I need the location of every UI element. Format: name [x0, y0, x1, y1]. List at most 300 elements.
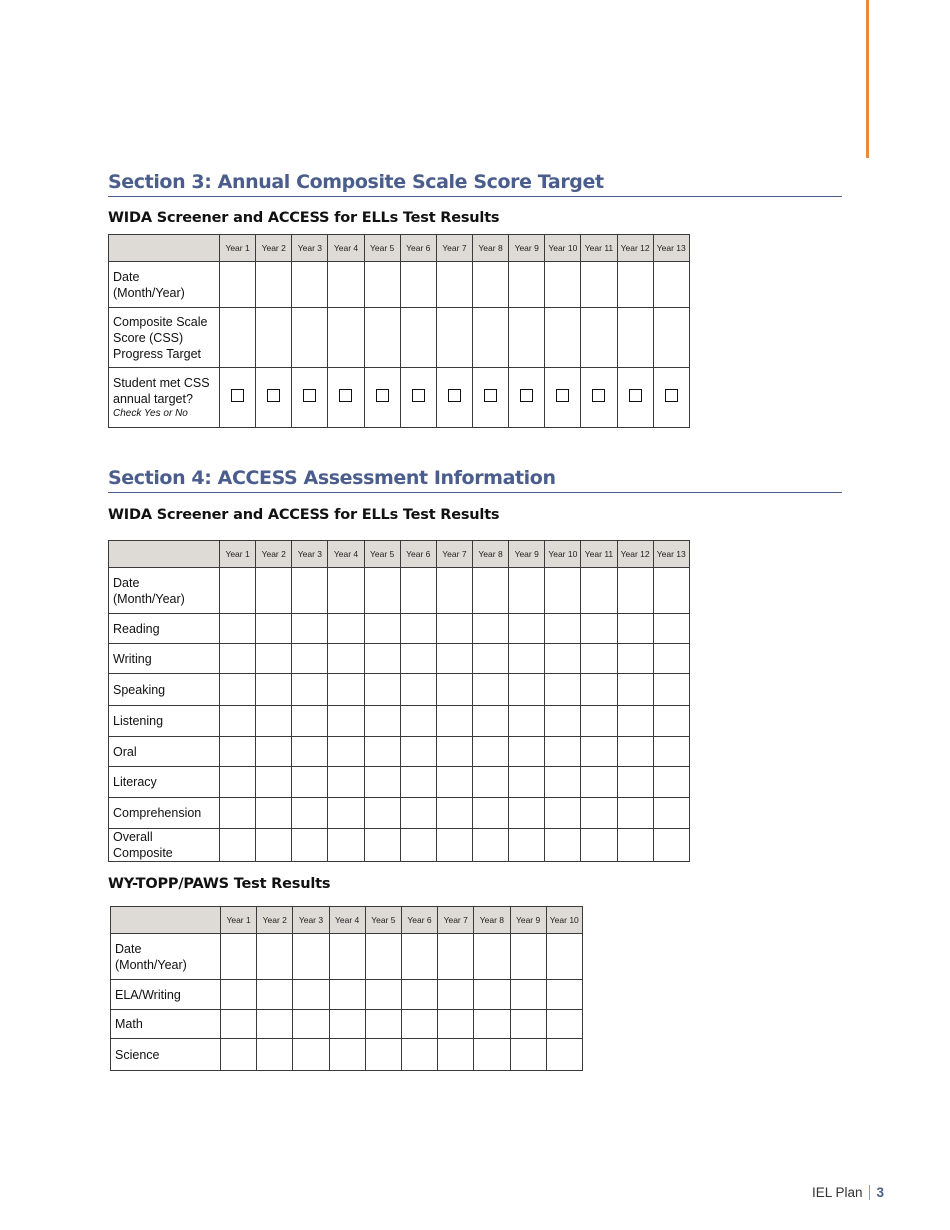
entry-cell[interactable]: [220, 644, 256, 674]
entry-cell[interactable]: [365, 980, 401, 1010]
entry-cell[interactable]: [474, 934, 510, 980]
entry-cell[interactable]: [292, 829, 328, 862]
row-label-line: Progress Target: [113, 346, 202, 361]
entry-cell[interactable]: [364, 767, 400, 798]
entry-cell[interactable]: [364, 674, 400, 706]
entry-cell[interactable]: [365, 1039, 401, 1071]
entry-cell[interactable]: [653, 798, 689, 829]
yes-no-checkbox[interactable]: [520, 389, 533, 402]
entry-cell[interactable]: [328, 568, 364, 614]
entry-cell[interactable]: [292, 737, 328, 767]
row-label-line: Science: [115, 1047, 160, 1062]
year-header: Year 9: [510, 907, 546, 934]
footer-label: IEL Plan: [811, 1185, 863, 1200]
entry-cell[interactable]: [328, 644, 364, 674]
entry-cell[interactable]: [545, 614, 581, 644]
entry-cell[interactable]: [329, 934, 365, 980]
entry-cell[interactable]: [400, 829, 436, 862]
entry-cell[interactable]: [400, 706, 436, 737]
entry-cell[interactable]: [545, 798, 581, 829]
checkbox-cell: [436, 368, 472, 428]
entry-cell[interactable]: [581, 568, 617, 614]
year-header: Year 9: [509, 235, 545, 262]
row-label: [109, 674, 220, 706]
checkbox-cell: [256, 368, 292, 428]
entry-cell[interactable]: [364, 614, 400, 644]
entry-cell[interactable]: [400, 644, 436, 674]
year-header: Year 1: [220, 541, 256, 568]
entry-cell[interactable]: [401, 1039, 437, 1071]
yes-no-checkbox[interactable]: [339, 389, 352, 402]
entry-cell[interactable]: [509, 706, 545, 737]
year-header: Year 5: [364, 235, 400, 262]
checkbox-cell: [220, 368, 256, 428]
entry-cell[interactable]: [257, 1039, 293, 1071]
table-row: [109, 368, 690, 428]
year-header: Year 11: [581, 235, 617, 262]
entry-cell[interactable]: [653, 614, 689, 644]
row-label-line: Math: [115, 1017, 143, 1031]
checkbox-cell: [292, 368, 328, 428]
yes-no-checkbox[interactable]: [484, 389, 497, 402]
row-label: [109, 308, 220, 368]
year-header: Year 4: [328, 235, 364, 262]
entry-cell[interactable]: [436, 644, 472, 674]
year-header: Year 7: [438, 907, 474, 934]
entry-cell[interactable]: [436, 706, 472, 737]
entry-cell[interactable]: [401, 934, 437, 980]
entry-cell[interactable]: [436, 674, 472, 706]
entry-cell[interactable]: [328, 767, 364, 798]
entry-cell[interactable]: [617, 706, 653, 737]
entry-cell[interactable]: [436, 614, 472, 644]
year-header: Year 2: [257, 907, 293, 934]
entry-cell[interactable]: [438, 934, 474, 980]
entry-cell[interactable]: [401, 980, 437, 1010]
row-label-line: Overall Composite: [113, 830, 173, 860]
entry-cell[interactable]: [256, 829, 292, 862]
row-label-line: Oral: [113, 744, 137, 759]
year-header: Year 10: [546, 907, 582, 934]
entry-cell[interactable]: [256, 614, 292, 644]
yes-no-checkbox[interactable]: [231, 389, 244, 402]
table-row: [109, 308, 690, 368]
row-label: [109, 798, 220, 829]
entry-cell[interactable]: [328, 829, 364, 862]
year-header: Year 3: [292, 235, 328, 262]
row-label-line: Comprehension: [113, 806, 202, 820]
entry-cell[interactable]: [545, 829, 581, 862]
entry-cell[interactable]: [292, 706, 328, 737]
table-row: [109, 767, 690, 798]
entry-cell[interactable]: [510, 1010, 546, 1039]
year-header: Year 3: [293, 907, 329, 934]
entry-cell[interactable]: [509, 308, 545, 368]
entry-cell[interactable]: [472, 614, 508, 644]
entry-cell[interactable]: [581, 614, 617, 644]
row-label-line: (Month/Year): [115, 957, 187, 972]
entry-cell[interactable]: [292, 674, 328, 706]
entry-cell[interactable]: [365, 934, 401, 980]
entry-cell[interactable]: [256, 737, 292, 767]
table-row: [111, 1010, 583, 1039]
row-label: [109, 614, 220, 644]
entry-cell[interactable]: [436, 767, 472, 798]
entry-cell[interactable]: [581, 308, 617, 368]
entry-cell[interactable]: [364, 262, 400, 308]
header-corner: [109, 235, 220, 262]
entry-cell[interactable]: [220, 706, 256, 737]
table-row: [111, 934, 583, 980]
footer: [812, 1185, 884, 1200]
section3-title: Section 3: Annual Composite Scale Score Target: [108, 171, 842, 197]
entry-cell[interactable]: [472, 674, 508, 706]
entry-cell[interactable]: [617, 262, 653, 308]
entry-cell[interactable]: [472, 829, 508, 862]
entry-cell[interactable]: [545, 262, 581, 308]
page-number: 3: [876, 1185, 884, 1200]
entry-cell[interactable]: [292, 644, 328, 674]
entry-cell[interactable]: [328, 674, 364, 706]
entry-cell[interactable]: [436, 737, 472, 767]
checkbox-cell: [617, 368, 653, 428]
entry-cell[interactable]: [653, 262, 689, 308]
entry-cell[interactable]: [220, 568, 256, 614]
entry-cell[interactable]: [617, 674, 653, 706]
row-label-line: Listening: [113, 714, 164, 728]
entry-cell[interactable]: [328, 737, 364, 767]
entry-cell[interactable]: [474, 1010, 510, 1039]
yes-no-checkbox[interactable]: [448, 389, 461, 402]
entry-cell[interactable]: [546, 934, 582, 980]
entry-cell[interactable]: [510, 934, 546, 980]
checkbox-cell: [581, 368, 617, 428]
entry-cell[interactable]: [364, 308, 400, 368]
row-label-line: Reading: [113, 621, 160, 636]
entry-cell[interactable]: [220, 614, 256, 644]
entry-cell[interactable]: [581, 829, 617, 862]
entry-cell[interactable]: [581, 674, 617, 706]
yes-no-checkbox[interactable]: [303, 389, 316, 402]
entry-cell[interactable]: [292, 767, 328, 798]
yes-no-checkbox[interactable]: [412, 389, 425, 402]
entry-cell[interactable]: [292, 798, 328, 829]
entry-cell[interactable]: [509, 568, 545, 614]
entry-cell[interactable]: [364, 829, 400, 862]
yes-no-checkbox[interactable]: [665, 389, 678, 402]
section4-table: [108, 540, 690, 862]
year-header: Year 4: [329, 907, 365, 934]
entry-cell[interactable]: [474, 1039, 510, 1071]
row-label-line: Student met CSS: [113, 376, 210, 390]
entry-cell[interactable]: [581, 798, 617, 829]
entry-cell[interactable]: [472, 308, 508, 368]
checkbox-cell: [472, 368, 508, 428]
entry-cell[interactable]: [509, 644, 545, 674]
section3-subtitle: WIDA Screener and ACCESS for ELLs Test Results: [108, 210, 500, 226]
entry-cell[interactable]: [328, 614, 364, 644]
year-header: Year 6: [401, 907, 437, 934]
table-row: [109, 798, 690, 829]
entry-cell[interactable]: [581, 644, 617, 674]
entry-cell[interactable]: [256, 262, 292, 308]
entry-cell[interactable]: [545, 308, 581, 368]
entry-cell[interactable]: [364, 737, 400, 767]
row-label-line: Date: [113, 575, 140, 590]
wytopp-table: [110, 906, 583, 1071]
entry-cell[interactable]: [617, 767, 653, 798]
entry-cell[interactable]: [220, 798, 256, 829]
entry-cell[interactable]: [328, 308, 364, 368]
entry-cell[interactable]: [328, 706, 364, 737]
entry-cell[interactable]: [400, 798, 436, 829]
entry-cell[interactable]: [256, 644, 292, 674]
row-label: [109, 644, 220, 674]
entry-cell[interactable]: [257, 980, 293, 1010]
checkbox-cell: [545, 368, 581, 428]
entry-cell[interactable]: [472, 568, 508, 614]
year-header: Year 10: [545, 541, 581, 568]
row-label: [111, 1039, 221, 1071]
entry-cell[interactable]: [510, 1039, 546, 1071]
year-header: Year 7: [436, 235, 472, 262]
entry-cell[interactable]: [546, 980, 582, 1010]
row-label-line: (Month/Year): [113, 285, 185, 300]
row-label: [109, 706, 220, 737]
row-label: [109, 829, 220, 862]
row-label-line: ELA/Writing: [115, 987, 181, 1002]
entry-cell[interactable]: [617, 644, 653, 674]
year-header: Year 11: [581, 541, 617, 568]
entry-cell[interactable]: [472, 706, 508, 737]
entry-cell[interactable]: [400, 262, 436, 308]
table-row: [109, 262, 690, 308]
entry-cell[interactable]: [653, 737, 689, 767]
entry-cell[interactable]: [436, 262, 472, 308]
section4-title: Section 4: ACCESS Assessment Information: [108, 467, 842, 493]
row-label: [109, 568, 220, 614]
entry-cell[interactable]: [257, 934, 293, 980]
entry-cell[interactable]: [220, 262, 256, 308]
entry-cell[interactable]: [400, 568, 436, 614]
entry-cell[interactable]: [546, 1039, 582, 1071]
entry-cell[interactable]: [438, 1010, 474, 1039]
entry-cell[interactable]: [653, 706, 689, 737]
row-label-line: Speaking: [113, 682, 166, 697]
entry-cell[interactable]: [509, 829, 545, 862]
entry-cell[interactable]: [436, 308, 472, 368]
yes-no-checkbox[interactable]: [376, 389, 389, 402]
header-corner: [111, 907, 221, 934]
entry-cell[interactable]: [329, 1039, 365, 1071]
entry-cell[interactable]: [581, 737, 617, 767]
entry-cell[interactable]: [472, 262, 508, 308]
year-header: Year 7: [436, 541, 472, 568]
entry-cell[interactable]: [329, 980, 365, 1010]
entry-cell[interactable]: [545, 568, 581, 614]
year-header: Year 10: [545, 235, 581, 262]
entry-cell[interactable]: [256, 674, 292, 706]
yes-no-checkbox[interactable]: [629, 389, 642, 402]
checkbox-cell: [509, 368, 545, 428]
entry-cell[interactable]: [221, 1010, 257, 1039]
entry-cell[interactable]: [472, 798, 508, 829]
entry-cell[interactable]: [220, 737, 256, 767]
entry-cell[interactable]: [256, 767, 292, 798]
entry-cell[interactable]: [509, 614, 545, 644]
year-header: Year 6: [400, 541, 436, 568]
entry-cell[interactable]: [328, 798, 364, 829]
year-header: Year 12: [617, 541, 653, 568]
entry-cell[interactable]: [328, 262, 364, 308]
yes-no-checkbox[interactable]: [592, 389, 605, 402]
entry-cell[interactable]: [581, 706, 617, 737]
entry-cell[interactable]: [256, 706, 292, 737]
row-label-line: (Month/Year): [113, 591, 185, 606]
entry-cell[interactable]: [220, 674, 256, 706]
entry-cell[interactable]: [292, 308, 328, 368]
entry-cell[interactable]: [293, 1010, 329, 1039]
entry-cell[interactable]: [617, 798, 653, 829]
year-header: Year 1: [221, 907, 257, 934]
entry-cell[interactable]: [400, 308, 436, 368]
entry-cell[interactable]: [545, 737, 581, 767]
entry-cell[interactable]: [293, 934, 329, 980]
entry-cell[interactable]: [364, 568, 400, 614]
entry-cell[interactable]: [220, 829, 256, 862]
entry-cell[interactable]: [256, 568, 292, 614]
checkbox-cell: [364, 368, 400, 428]
table-row: [111, 980, 583, 1010]
entry-cell[interactable]: [365, 1010, 401, 1039]
entry-cell[interactable]: [545, 706, 581, 737]
row-label-line: annual target?: [113, 392, 193, 406]
entry-cell[interactable]: [509, 262, 545, 308]
entry-cell[interactable]: [546, 1010, 582, 1039]
entry-cell[interactable]: [438, 1039, 474, 1071]
table-row: [109, 568, 690, 614]
entry-cell[interactable]: [292, 568, 328, 614]
entry-cell[interactable]: [653, 767, 689, 798]
row-label: [111, 1010, 221, 1039]
entry-cell[interactable]: [653, 568, 689, 614]
entry-cell[interactable]: [256, 308, 292, 368]
row-label-line: Literacy: [113, 775, 157, 789]
entry-cell[interactable]: [653, 644, 689, 674]
entry-cell[interactable]: [401, 1010, 437, 1039]
year-header: Year 1: [220, 235, 256, 262]
year-header: Year 13: [653, 235, 689, 262]
entry-cell[interactable]: [293, 980, 329, 1010]
entry-cell[interactable]: [653, 308, 689, 368]
table-row: [109, 614, 690, 644]
entry-cell[interactable]: [617, 614, 653, 644]
entry-cell[interactable]: [510, 980, 546, 1010]
entry-cell[interactable]: [293, 1039, 329, 1071]
checkbox-cell: [653, 368, 689, 428]
year-header: Year 6: [400, 235, 436, 262]
year-header: Year 12: [617, 235, 653, 262]
row-label: [111, 934, 221, 980]
entry-cell[interactable]: [617, 829, 653, 862]
entry-cell[interactable]: [472, 737, 508, 767]
row-label: [111, 980, 221, 1010]
row-label-line: Writing: [113, 651, 152, 666]
yes-no-checkbox[interactable]: [267, 389, 280, 402]
entry-cell[interactable]: [257, 1010, 293, 1039]
entry-cell[interactable]: [545, 674, 581, 706]
entry-cell[interactable]: [545, 644, 581, 674]
entry-cell[interactable]: [438, 980, 474, 1010]
entry-cell[interactable]: [400, 674, 436, 706]
entry-cell[interactable]: [617, 308, 653, 368]
header-corner: [109, 541, 220, 568]
entry-cell[interactable]: [292, 262, 328, 308]
entry-cell[interactable]: [617, 568, 653, 614]
entry-cell[interactable]: [472, 767, 508, 798]
year-header: Year 3: [292, 541, 328, 568]
entry-cell[interactable]: [221, 1039, 257, 1071]
entry-cell[interactable]: [436, 798, 472, 829]
entry-cell[interactable]: [436, 829, 472, 862]
entry-cell[interactable]: [472, 644, 508, 674]
entry-cell[interactable]: [220, 767, 256, 798]
entry-cell[interactable]: [221, 980, 257, 1010]
row-label: [109, 262, 220, 308]
table-row: [109, 706, 690, 737]
entry-cell[interactable]: [364, 706, 400, 737]
year-header: Year 13: [653, 541, 689, 568]
entry-cell[interactable]: [653, 829, 689, 862]
yes-no-checkbox[interactable]: [556, 389, 569, 402]
entry-cell[interactable]: [256, 798, 292, 829]
accent-bar: [866, 0, 869, 158]
footer-divider: [869, 1185, 870, 1200]
year-header: Year 2: [256, 541, 292, 568]
entry-cell[interactable]: [653, 674, 689, 706]
entry-cell[interactable]: [436, 568, 472, 614]
row-label-line: Score (CSS): [113, 330, 184, 345]
entry-cell[interactable]: [509, 674, 545, 706]
entry-cell[interactable]: [474, 980, 510, 1010]
year-header: Year 8: [472, 541, 508, 568]
entry-cell[interactable]: [364, 644, 400, 674]
entry-cell[interactable]: [364, 798, 400, 829]
entry-cell[interactable]: [400, 767, 436, 798]
entry-cell[interactable]: [400, 614, 436, 644]
entry-cell[interactable]: [329, 1010, 365, 1039]
entry-cell[interactable]: [617, 737, 653, 767]
entry-cell[interactable]: [581, 262, 617, 308]
entry-cell[interactable]: [509, 737, 545, 767]
entry-cell[interactable]: [400, 737, 436, 767]
table-row: [109, 737, 690, 767]
entry-cell[interactable]: [292, 614, 328, 644]
entry-cell[interactable]: [221, 934, 257, 980]
row-label-line: Date: [115, 941, 142, 956]
entry-cell[interactable]: [545, 767, 581, 798]
section3-table: [108, 234, 690, 428]
entry-cell[interactable]: [581, 767, 617, 798]
table-row: [109, 674, 690, 706]
year-header: Year 5: [365, 907, 401, 934]
table-row: [109, 644, 690, 674]
entry-cell[interactable]: [509, 767, 545, 798]
wytopp-subtitle: WY-TOPP/PAWS Test Results: [108, 876, 331, 892]
table-row: [111, 1039, 583, 1071]
entry-cell[interactable]: [220, 308, 256, 368]
entry-cell[interactable]: [509, 798, 545, 829]
